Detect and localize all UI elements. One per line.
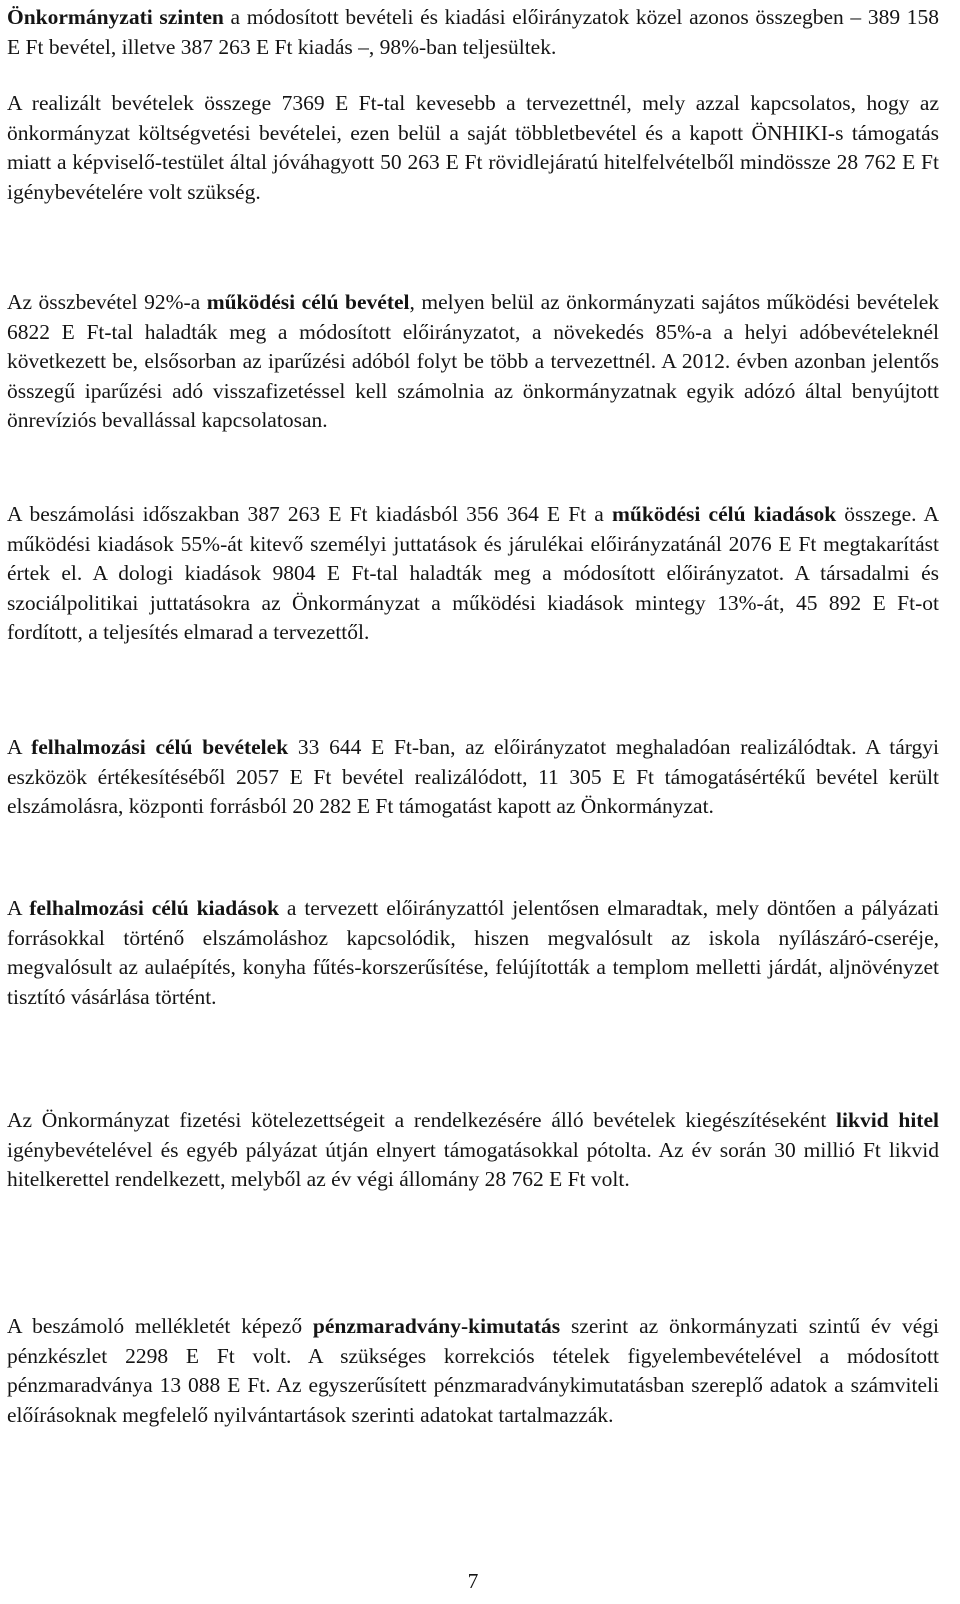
paragraph-likvid-hitel: [7, 1106, 939, 1195]
text-run: A beszámolási időszakban 387 263 E Ft kiadásból 356 364 E Ft a: [7, 502, 612, 526]
text-run: a tervezett előirányzattól jelentősen elmaradtak, mely döntően a pályázati forrásokkal történő elszámoláshoz kapcsolódik, hiszen megvalósult az iskola nyílászáró-cseréje, megvalósult az aulaépítés, konyha fűtés-korszerűsítése, felújították a templom melletti járdát, aljnövényzet tisztító vásárlása történt.: [7, 896, 939, 1009]
text-run: A: [7, 735, 32, 759]
bold-phrase: felhalmozási célú bevételek: [31, 735, 289, 759]
text-run: igénybevételével és egyéb pályázat útján elnyert támogatásokkal pótolta. Az év során 30 millió Ft likvid hitelkerettel rendelkezett, melyből az év végi állomány 28 762 E Ft volt.: [7, 1137, 939, 1191]
text-run: 33 644 E Ft-ban, az előirányzatot meghaladóan realizálódtak. A tárgyi eszközök értékesítéséből 2057 E Ft bevétel realizálódott, 11 305 E Ft támogatásértékű bevétel került elszámolásra, központi forrásból 20 282 E Ft támogatást kapott az Önkormányzat.: [7, 735, 940, 818]
text-run: Az Önkormányzat fizetési kötelezettségeit a rendelkezésére álló bevételek kiegészítéseként: [7, 1108, 837, 1132]
text-run: A beszámoló mellékletét képező: [7, 1314, 313, 1338]
bold-phrase: működési célú kiadások: [611, 502, 837, 526]
paragraph-realizalt-bevetelek: [7, 89, 939, 207]
paragraph-mukodesi-celu-bevetel: [7, 288, 939, 436]
text-run: a módosított bevételi és kiadási előirányzatok közel azonos összegben – 389 158 E Ft bevétel, illetve 387 263 E Ft kiadás –, 98%-ban teljesültek.: [7, 5, 939, 59]
text-run: , melyen belül az önkormányzati sajátos működési bevételek 6822 E Ft-tal haladták meg a módosított előirányzatot, a növekedés 85%-a a helyi adóbevételeknél következett be, elsősorban az iparűzési adóból folyt be több a tervezettnél. A 2012. évben azonban jelentős összegű iparűzési adó visszafizetéssel kell számolnia az önkormányzatnak egyik adózó által benyújtott önrevíziós bevallással kapcsolatosan.: [7, 290, 939, 432]
paragraph-onkormanyzati-szinten: [7, 3, 939, 62]
text-run: A: [7, 896, 30, 920]
bold-phrase: Önkormányzati szinten: [7, 5, 224, 29]
bold-phrase: működési célú bevétel: [206, 290, 410, 314]
page-number: 7: [467, 1569, 479, 1593]
paragraph-penzmaradvany-kimutatas: [7, 1312, 939, 1430]
bold-phrase: pénzmaradvány-kimutatás: [312, 1314, 561, 1338]
text-run: Az összbevétel 92%-a: [7, 290, 207, 314]
text-run: szerint az önkormányzati szintű év végi pénzkészlet 2298 E Ft volt. A szükséges korrekciós tételek figyelembevételével a módosított pénzmaradványa 13 088 E Ft. Az egyszerűsített pénzmaradványkimutatásban szereplő adatok a számviteli előírásoknak megfelelő nyilvántartások szerinti adatokat tartalmazzák.: [7, 1314, 939, 1427]
text-run: összege. A működési kiadások 55%-át kitevő személyi juttatások és járulékai előirányzatánál 2076 E Ft megtakarítást értek el. A dologi kiadások 9804 E Ft-tal haladták meg a módosított előirányzatot. A társadalmi és szociálpolitikai juttatásokra az Önkormányzat a működési kiadások mintegy 13%-át, 45 892 E Ft-ot fordított, a teljesítés elmarad a tervezettől.: [7, 502, 940, 644]
bold-phrase: likvid hitel: [836, 1108, 939, 1132]
paragraph-felhalmozasi-celu-kiadasok: [7, 894, 939, 1012]
bold-phrase: felhalmozási célú kiadások: [29, 896, 280, 920]
paragraph-felhalmozasi-celu-bevetelek: [7, 733, 939, 822]
text-run: A realizált bevételek összege 7369 E Ft-tal kevesebb a tervezettnél, mely azzal kapcsolatos, hogy az önkormányzat költségvetési bevételei, ezen belül a saját többletbevétel és a kapott ÖNHIKI-s támogatás miatt a képviselő-testület által jóváhagyott 50 263 E Ft rövidlejáratú hitelfelvételből mindössze 28 762 E Ft igénybevételére volt szükség.: [7, 91, 939, 204]
paragraph-mukodesi-celu-kiadasok: [7, 500, 939, 648]
document-page: [7, 0, 939, 1604]
